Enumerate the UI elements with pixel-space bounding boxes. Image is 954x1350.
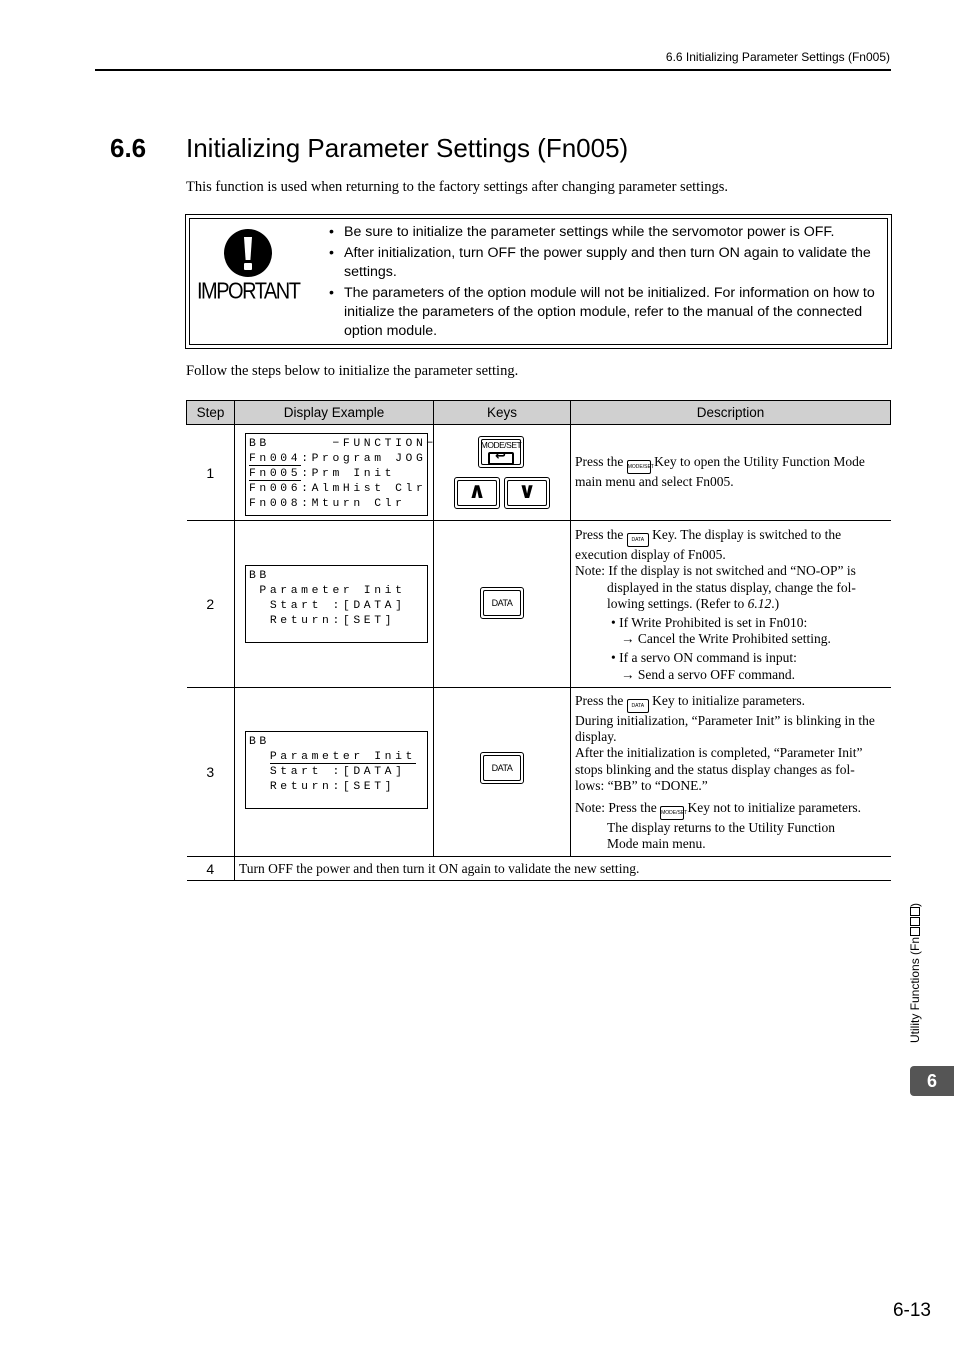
exclamation-icon — [224, 229, 272, 277]
important-box — [185, 214, 892, 349]
data-key-icon: DATA — [627, 699, 649, 713]
running-header: 6.6 Initializing Parameter Settings (Fn005) — [665, 50, 890, 64]
down-key[interactable] — [504, 477, 550, 509]
mode-set-key[interactable]: MODE/SET ↩ — [478, 436, 524, 468]
mode-set-key-icon: MODE/SET — [627, 460, 651, 474]
chevron-down-icon: ∨ — [518, 479, 536, 504]
header-rule — [95, 69, 891, 71]
chevron-up-icon: ∧ — [468, 479, 486, 504]
data-key[interactable]: DATA — [480, 587, 524, 619]
step-description: Press the DATA Key to initialize parameters. During initialization, “Parameter Init” is blinking in the display. After the initialization is completed, “Parameter Init” stops blinking and the status display changes as fol- lows: “BB” to “DONE.” Note: Press the MODE/SET Key not to initialize parameters. The display returns to the Utility Function Mode main menu. — [571, 688, 891, 857]
mode-set-key-icon: MODE/SET — [660, 806, 684, 820]
table-header-row — [187, 401, 891, 425]
step-description: Press the DATA Key. The display is switched to the execution display of Fn005. Note: If the display is not switched and “NO-OP” is displayed in the status display, change the fol- lowing settings. (Refer to 6.12.) • If Write Prohibited is set in Fn010: → Cancel the Write Prohibited setting. • If a servo ON command is input: → Send a servo OFF command. — [571, 521, 891, 688]
step-number: 1 — [187, 425, 235, 521]
steps-table — [186, 400, 891, 881]
step-number: 2 — [187, 521, 235, 688]
page-number: 6-13 — [892, 1300, 931, 1321]
step-description: Press the MODE/SET Key to open the Utility Function Mode main menu and select Fn005. — [571, 425, 891, 521]
step-number: 3 — [187, 688, 235, 857]
table-row — [187, 425, 891, 521]
important-label: IMPORTANT — [197, 279, 300, 305]
col-header-keys: Keys — [434, 401, 571, 425]
display-example: BB Parameter Init Start :[DATA] Return:[SET] — [245, 565, 428, 643]
important-item: • The parameters of the option module will not be initialized. For information on how to initialize the parameters of the option module, refer to the manual of the connected option module. — [329, 284, 879, 341]
data-key[interactable]: DATA — [480, 752, 524, 784]
important-item: • Be sure to initialize the parameter settings while the servomotor power is OFF. — [329, 223, 879, 242]
display-example: BB −FUNCTION− Fn004:Program JOG Fn005:Prm Init Fn006:AlmHist Clr Fn008:Mturn Clr — [245, 433, 428, 516]
table-row — [187, 857, 891, 881]
col-header-step: Step — [187, 401, 235, 425]
up-key[interactable] — [454, 477, 500, 509]
table-row — [187, 688, 891, 857]
side-tab-label: Utility Functions (Fn) — [908, 902, 922, 1043]
col-header-description: Description — [571, 401, 891, 425]
data-key-icon: DATA — [627, 533, 649, 547]
step-number: 4 — [187, 857, 235, 881]
col-header-display: Display Example — [235, 401, 434, 425]
step-description: Turn OFF the power and then turn it ON again to validate the new setting. — [235, 857, 891, 881]
chapter-tab: 6 — [910, 1066, 954, 1096]
important-list — [329, 223, 879, 343]
important-item: • After initialization, turn OFF the power supply and then turn ON again to validate the settings. — [329, 244, 879, 282]
section-title: Initializing Parameter Settings (Fn005) — [186, 133, 629, 163]
intro-paragraph: This function is used when returning to the factory settings after changing parameter settings. — [186, 179, 728, 195]
follow-paragraph: Follow the steps below to initialize the parameter setting. — [186, 363, 519, 379]
table-row — [187, 521, 891, 688]
section-number: 6.6 — [110, 133, 147, 163]
return-arrow-icon — [488, 452, 514, 465]
display-example: BB Parameter Init Start :[DATA] Return:[SET] — [245, 731, 428, 809]
